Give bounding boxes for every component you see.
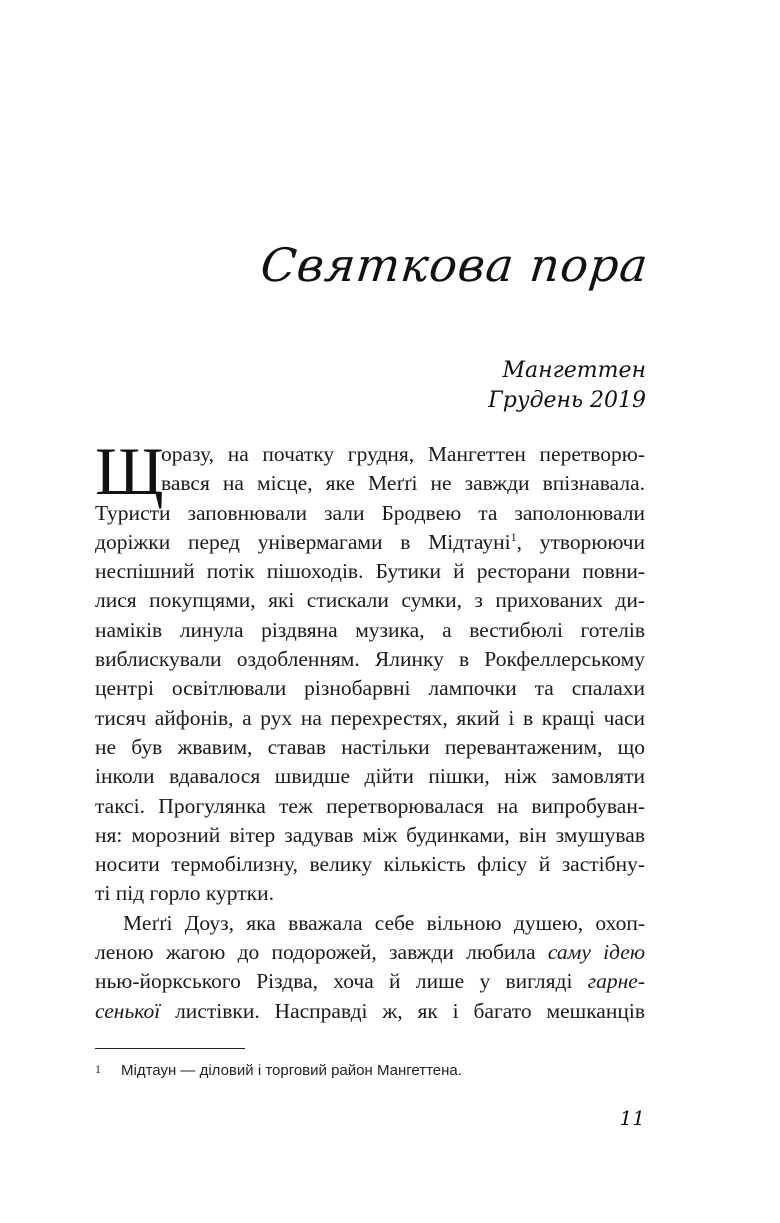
text-line: центрі освітлювали різнобарвні лампочки та спалахи xyxy=(95,676,645,701)
text-line xyxy=(95,997,645,1026)
text-line xyxy=(95,967,645,996)
page-number: 11 xyxy=(619,1106,645,1130)
text-line: ті під горло куртки. xyxy=(95,881,274,906)
body-text xyxy=(95,433,645,1026)
text-segment: , утворюючи xyxy=(516,529,645,554)
footnote xyxy=(95,1062,462,1079)
emphasis-text: гарне- xyxy=(587,969,645,994)
chapter-date: Грудень 2019 xyxy=(488,388,646,413)
footnote-divider xyxy=(95,1048,245,1049)
text-line: неспішний потік пішоходів. Бутики й ресторани повни- xyxy=(95,559,645,584)
text-line: ня: морозний вітер задував між будинками, він змушував xyxy=(95,822,645,847)
text-line: інколи вдавалося швидше дійти пішки, ніж замовляти xyxy=(95,764,645,789)
text-line: Туристи заповнювали зали Бродвею та заполонювали xyxy=(95,500,645,525)
text-line: не був жвавим, ставав настільки перевантаженим, що xyxy=(95,734,645,759)
text-line: Меґґі Доуз, яка вважала себе вільною душею, охоп- xyxy=(123,910,645,935)
text-line xyxy=(95,528,645,557)
footnote-text: Мідтаун — діловий і торговий район Мангеттена. xyxy=(121,1062,462,1079)
text-segment: доріжки перед універмагами в Мідтауні xyxy=(95,529,511,554)
text-line: виблискували оздобленням. Ялинку в Рокфеллерському xyxy=(95,647,645,672)
text-segment: нью-йоркського Різдва, хоча й лише у вигляді xyxy=(95,969,573,994)
text-line: лися покупцями, які стискали сумки, з прихованих ди- xyxy=(95,588,645,613)
chapter-title: Святкова пора xyxy=(257,238,651,292)
emphasis-text: саму ідею xyxy=(547,940,645,965)
drop-cap: Щ xyxy=(95,433,164,509)
text-line: тисяч айфонів, а рух на перехрестях, який і в кращі часи xyxy=(95,705,645,730)
text-line xyxy=(95,938,645,967)
text-line: носити термобілизну, велику кількість флісу й застібну- xyxy=(95,852,645,877)
emphasis-text: сенької xyxy=(95,998,161,1023)
text-line: оразу, на початку грудня, Мангеттен перетворю- xyxy=(161,442,645,466)
text-segment: листівки. Насправді ж, як і багато мешканців xyxy=(175,998,645,1023)
text-segment: леною жагою до подорожей, завжди любила xyxy=(95,940,536,965)
text-line: таксі. Прогулянка теж перетворювалася на випробуван- xyxy=(95,793,645,818)
text-line: вався на місце, яке Меґґі не завжди впізнавала. xyxy=(161,471,645,496)
footnote-number: 1 xyxy=(95,1062,101,1076)
text-line: наміків линула різдвяна музика, а вестибюлі готелів xyxy=(95,617,645,642)
chapter-place: Мангеттен xyxy=(502,358,646,383)
footnote-marker: 1 xyxy=(510,529,517,544)
